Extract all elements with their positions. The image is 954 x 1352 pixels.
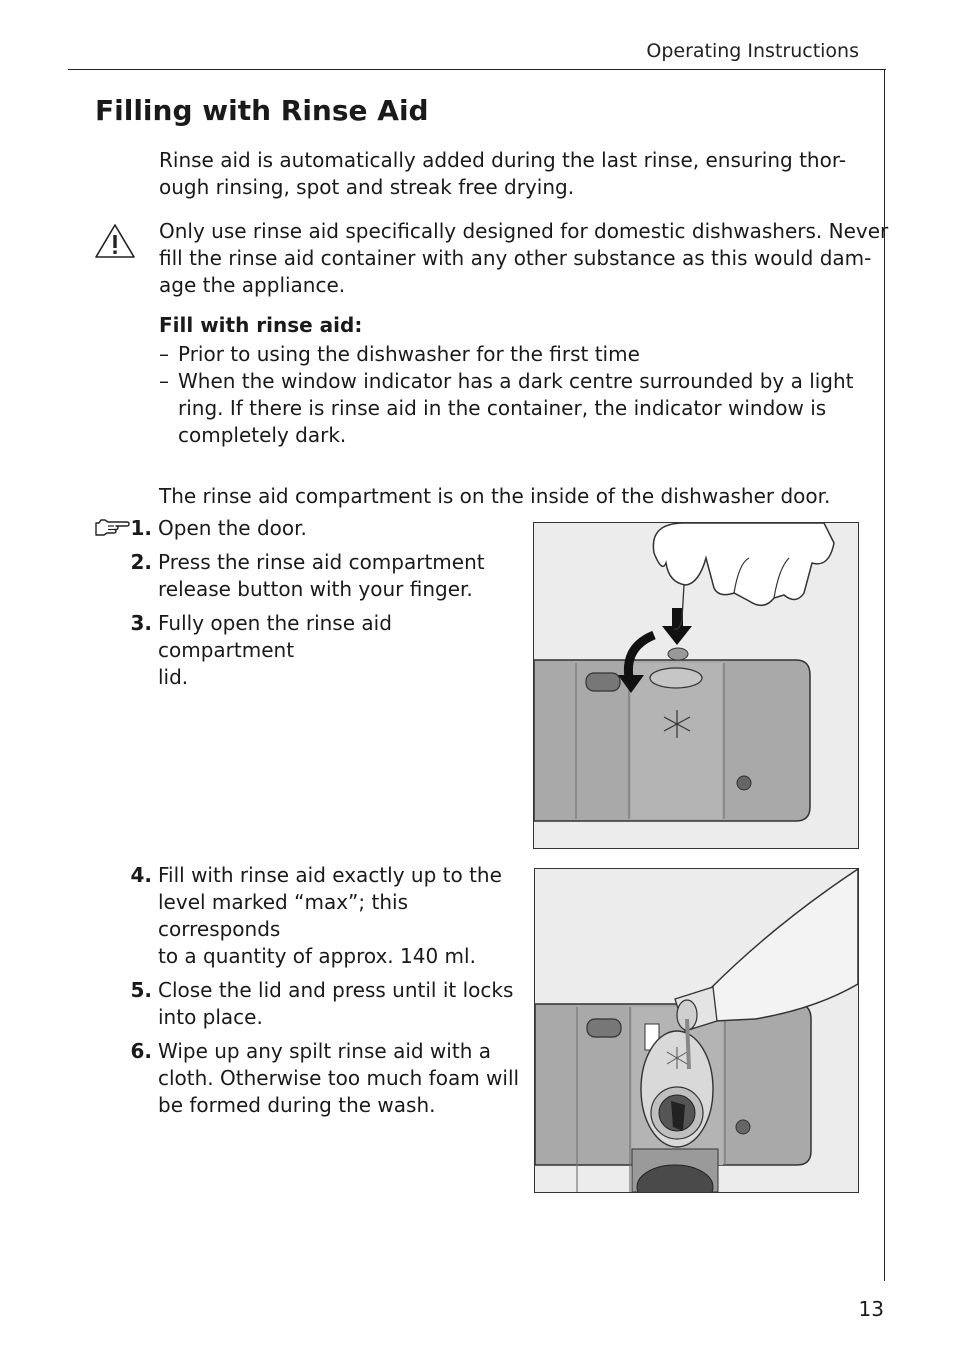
step-number: 4. — [130, 863, 152, 887]
step-line: Fully open the rinse aid compartment — [158, 611, 392, 662]
step-line: Fill with rinse aid exactly up to the — [158, 863, 502, 887]
list-item-text — [178, 368, 854, 449]
header-rule — [68, 69, 886, 70]
warning-line: fill the rinse aid container with any other substance as this would dam- — [159, 246, 872, 270]
fill-conditions — [159, 312, 854, 449]
page-number: 13 — [858, 1297, 884, 1321]
intro-paragraph — [159, 147, 846, 201]
step-text — [158, 549, 485, 603]
step-line: Open the door. — [158, 516, 307, 540]
list-item-line: completely dark. — [178, 423, 347, 447]
step-text — [158, 862, 526, 970]
step-line: Close the lid and press until it locks — [158, 978, 514, 1002]
step-line: lid. — [158, 665, 189, 689]
step-line: be formed during the wash. — [158, 1093, 436, 1117]
step-item — [126, 862, 526, 970]
step-number: 6. — [130, 1039, 152, 1063]
warning-line: age the appliance. — [159, 273, 346, 297]
step-line: into place. — [158, 1005, 263, 1029]
fill-conditions-heading: Fill with rinse aid: — [159, 313, 363, 337]
step-text — [158, 977, 513, 1031]
illustration-press-release — [534, 523, 858, 848]
running-header: Operating Instructions — [646, 40, 859, 62]
step-line: cloth. Otherwise too much foam will — [158, 1066, 520, 1090]
step-text — [158, 515, 307, 542]
step-line: Wipe up any spilt rinse aid with a — [158, 1039, 491, 1063]
step-item — [126, 610, 526, 691]
step-line: level marked “max”; this corresponds — [158, 890, 408, 941]
figure-fill-rinse-aid — [534, 868, 859, 1193]
step-item — [126, 977, 526, 1031]
list-dash: – — [159, 342, 169, 366]
intro-line: ough rinsing, spot and streak free drying. — [159, 175, 575, 199]
step-text — [158, 1038, 519, 1119]
step-line: Press the rinse aid compartment — [158, 550, 485, 574]
step-number: 3. — [130, 611, 152, 635]
illustration-fill-bottle — [535, 869, 858, 1192]
step-number: 5. — [130, 978, 152, 1002]
warning-paragraph — [159, 218, 888, 299]
page-title: Filling with Rinse Aid — [95, 94, 429, 127]
location-text: The rinse aid compartment is on the inside of the dishwasher door. — [159, 484, 831, 508]
step-item — [126, 549, 526, 603]
list-item — [159, 368, 854, 449]
step-line: release button with your finger. — [158, 577, 473, 601]
steps-group-1 — [126, 515, 526, 691]
pointing-hand-icon — [94, 518, 130, 538]
step-item — [126, 515, 526, 542]
step-item — [126, 1038, 526, 1119]
intro-line: Rinse aid is automatically added during the last rinse, ensuring thor- — [159, 148, 847, 172]
list-item-line: ring. If there is rinse aid in the container, the indicator window is — [178, 396, 827, 420]
step-number: 2. — [130, 550, 152, 574]
step-number: 1. — [130, 516, 152, 540]
step-line: to a quantity of approx. 140 ml. — [158, 944, 476, 968]
list-dash: – — [159, 369, 169, 393]
warning-line: Only use rinse aid specifically designed for domestic dishwashers. Never — [159, 219, 889, 243]
steps-group-2 — [126, 862, 526, 1119]
list-item — [159, 341, 854, 368]
step-text — [158, 610, 526, 691]
figure-open-compartment — [533, 522, 859, 849]
list-item-text: Prior to using the dishwasher for the first time — [178, 342, 640, 366]
list-item-line: When the window indicator has a dark centre surrounded by a light — [178, 369, 854, 393]
warning-triangle-icon — [94, 223, 136, 259]
